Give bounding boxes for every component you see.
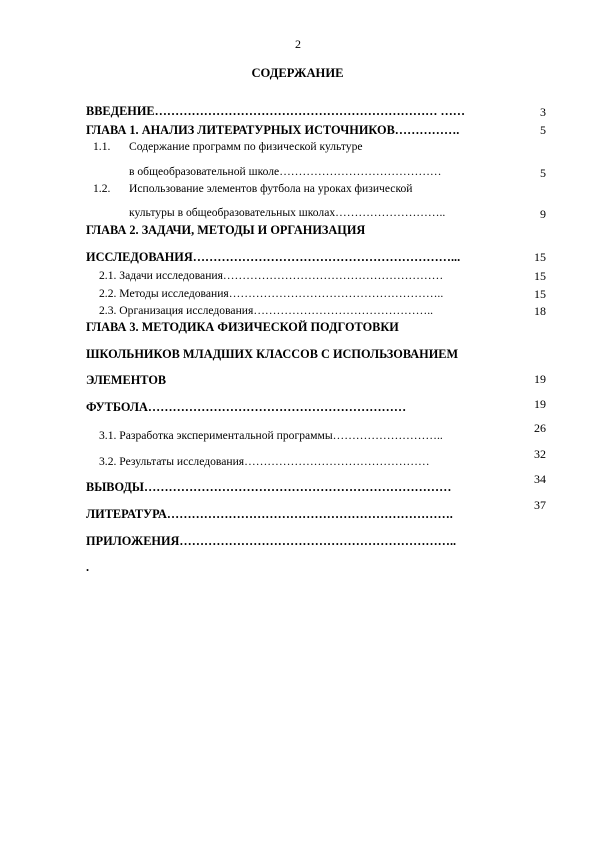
chapter-3-line-4: ФУТБОЛА……………………………………………………… — [86, 400, 407, 414]
section-1-2-page: 9 — [540, 207, 546, 221]
chapter-3-line-2: ШКОЛЬНИКОВ МЛАДШИХ КЛАССОВ С ИСПОЛЬЗОВАНИЕМ — [86, 347, 459, 361]
section-1-2-line-1: Использование элементов футбола на уроках физической — [129, 182, 413, 195]
section-1-1-line-2: в общеобразовательной школе…………………………………… — [129, 165, 442, 178]
chapter-2-line-1: ГЛАВА 2. ЗАДАЧИ, МЕТОДЫ И ОРГАНИЗАЦИЯ — [86, 223, 366, 237]
page-number-football: 19 — [534, 397, 546, 411]
toc-entry-intro-text: ВВЕДЕНИЕ…………………………………………………………… …… — [86, 104, 466, 118]
page-number: 2 — [295, 37, 301, 51]
section-2-3-page: 18 — [534, 304, 546, 318]
section-1-1-page: 5 — [540, 166, 546, 180]
toc-entry-section-3-1: 3.1. Разработка экспериментальной программы……………………….. — [99, 429, 443, 442]
toc-entry-section-3-2: 3.2. Результаты исследования………………………………………… — [99, 455, 430, 468]
toc-entry-appendices: ПРИЛОЖЕНИЯ………………………………………………………….. — [86, 534, 457, 548]
page-number-conclusions: 34 — [534, 472, 546, 486]
section-2-2-page: 15 — [534, 287, 546, 301]
section-1-1-line-1: Содержание программ по физической культуре — [129, 140, 363, 153]
chapter-3-line-3: ЭЛЕМЕНТОВ — [86, 373, 167, 387]
section-2-3-text: 2.3. Организация исследования……………………………………….. — [99, 304, 434, 317]
page-number-literature: 37 — [534, 498, 546, 512]
section-1-1-number: 1.1. — [93, 140, 111, 153]
page-number-chapter-3: 19 — [534, 372, 546, 386]
section-1-2-line-2: культуры в общеобразовательных школах……………………….. — [129, 206, 446, 219]
toc-entry-literature: ЛИТЕРАТУРА……………………………………………………………. — [86, 507, 453, 521]
toc-entry-chapter-1-text: ГЛАВА 1. АНАЛИЗ ЛИТЕРАТУРНЫХ ИСТОЧНИКОВ……………. — [86, 123, 460, 137]
toc-entry-chapter-1-page: 5 — [540, 123, 546, 137]
section-1-2-number: 1.2. — [93, 182, 111, 195]
page-number-3-2: 32 — [534, 447, 546, 461]
toc-entry-intro-page: 3 — [540, 105, 546, 119]
page-title: СОДЕРЖАНИЕ — [251, 66, 344, 80]
chapter-3-line-1: ГЛАВА 3. МЕТОДИКА ФИЗИЧЕСКОЙ ПОДГОТОВКИ — [86, 320, 399, 334]
page-number-3-1: 26 — [534, 421, 546, 435]
chapter-2-line-2: ИССЛЕДОВАНИЯ………………………………………………………... — [86, 250, 461, 264]
section-2-1-page: 15 — [534, 269, 546, 283]
section-2-1-text: 2.1. Задачи исследования………………………………………………… — [99, 269, 444, 282]
toc-entry-conclusions: ВЫВОДЫ………………………………………………………………… — [86, 480, 452, 494]
chapter-2-page: 15 — [534, 250, 546, 264]
section-2-2-text: 2.2. Методы исследования……………………………………………….. — [99, 287, 444, 300]
trailing-dot: . — [86, 560, 90, 574]
